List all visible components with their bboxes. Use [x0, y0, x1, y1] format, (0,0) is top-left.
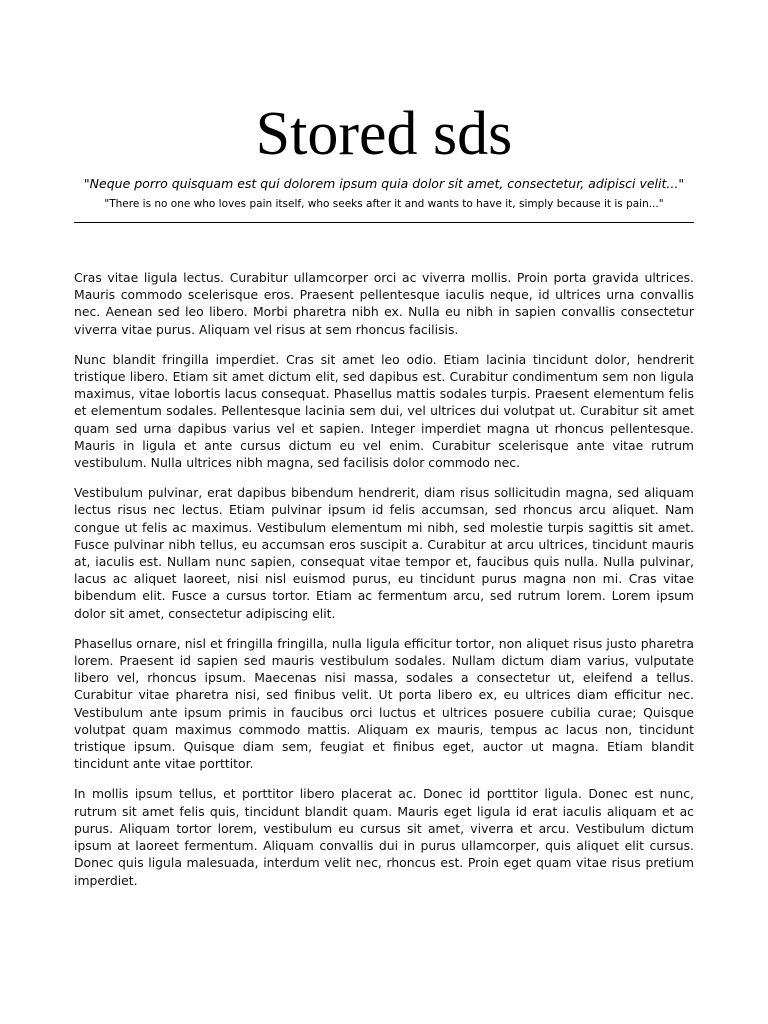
- document-body: [74, 269, 694, 889]
- paragraph-5: In mollis ipsum tellus, et porttitor libero placerat ac. Donec id porttitor ligula. Donec est nunc, rutrum sit amet felis quis, tincidunt blandit quam. Mauris eget ligula id erat iaculis aliquam et ac purus. Aliquam tortor lorem, vestibulum eu cursus sit amet, viverra et arcu. Vestibulum dictum ipsum at laoreet fermentum. Aliquam convallis dui in purus ullamcorper, quis aliquet elit cursus. Donec quis ligula malesuada, interdum velit nec, rhoncus est. Proin eget quam vitae risus pretium imperdiet.: [74, 786, 694, 888]
- header-divider: [74, 222, 694, 223]
- english-quote: "There is no one who loves pain itself, who seeks after it and wants to have it, simply because it is pain...": [104, 198, 664, 210]
- latin-quote: "Neque porro quisquam est qui dolorem ipsum quia dolor sit amet, consectetur, adipisci velit...": [83, 176, 685, 191]
- paragraph-2: Nunc blandit fringilla imperdiet. Cras sit amet leo odio. Etiam lacinia tincidunt dolor, hendrerit tristique libero. Etiam sit amet dictum elit, sed dapibus est. Curabitur condimentum sem non ligula maximus, vitae lobortis lacus consequat. Phasellus mattis sodales turpis. Praesent elementum felis et elementum sodales. Pellentesque lacinia sem dui, vel ultrices dui volutpat ut. Curabitur sit amet quam sed urna dapibus varius vel et sapien. Integer imperdiet magna ut rhoncus pellentesque. Mauris in ligula et ante cursus dictum eu vel enim. Curabitur scelerisque ante vitae rutrum vestibulum. Nulla ultrices nibh magna, sed facilisis dolor commodo nec.: [74, 351, 694, 471]
- paragraph-1: Cras vitae ligula lectus. Curabitur ullamcorper orci ac viverra mollis. Proin porta gravida ultrices. Mauris commodo scelerisque eros. Praesent pellentesque iaculis neque, id ultrices urna convallis nec. Aenean sed leo libero. Morbi pharetra nibh ex. Nulla eu nibh in sapien convallis consectetur viverra vitae purus. Aliquam vel risus at sem rhoncus facilisis.: [74, 270, 694, 337]
- document-title: Stored sds: [255, 100, 513, 168]
- paragraph-4: Phasellus ornare, nisl et fringilla fringilla, nulla ligula efficitur tortor, non aliquet risus justo pharetra lorem. Praesent id sapien sed mauris vestibulum sodales. Nullam dictum diam varius, vulputate libero vel, rhoncus ipsum. Maecenas nisi massa, sodales a consectetur ut, eleifend a tellus. Curabitur vitae pharetra nisi, sed finibus velit. Ut porta libero ex, eu ultrices diam efficitur nec. Vestibulum ante ipsum primis in faucibus orci luctus et ultrices posuere cubilia curae; Quisque volutpat quam maximus commodo mattis. Aliquam ex mauris, tempus ac lacus non, tincidunt tristique ipsum. Quisque diam sem, feugiat et finibus eget, auctor ut magna. Etiam blandit tincidunt ante vitae porttitor.: [74, 635, 694, 772]
- paragraph-3: Vestibulum pulvinar, erat dapibus bibendum hendrerit, diam risus sollicitudin magna, sed aliquam lectus risus nec lectus. Etiam pulvinar ipsum id felis accumsan, sed rhoncus arcu aliquet. Nam congue ut felis ac maximus. Vestibulum elementum mi nibh, sed molestie turpis sagittis sit amet. Fusce pulvinar nibh tellus, eu accumsan eros suscipit a. Curabitur at arcu ultrices, tincidunt mauris at, iaculis est. Nullam nunc sapien, consequat vitae tempor et, faucibus quis nulla. Nulla pulvinar, lacus ac aliquet laoreet, nisi nisl euismod purus, eu tincidunt purus magna non mi. Cras vitae bibendum elit. Fusce a cursus tortor. Etiam ac fermentum arcu, sed rutrum lorem. Lorem ipsum dolor sit amet, consectetur adipiscing elit.: [74, 485, 694, 621]
- document-page: [74, 0, 694, 902]
